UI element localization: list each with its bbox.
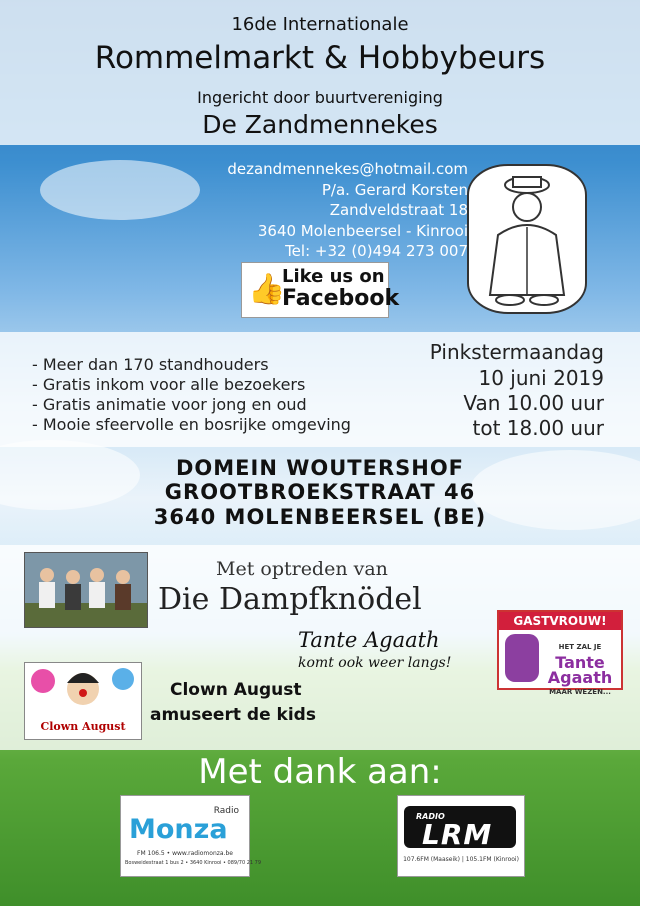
lrm-radio-label: RADIO (416, 812, 445, 821)
band-photo (24, 552, 148, 628)
contact-person: P/a. Gerard Korsten (321, 181, 468, 199)
schedule-from: Van 10.00 uur (463, 391, 604, 415)
band-name: Die Dampfknödel (158, 582, 422, 617)
edition-label: 16de Internationale (231, 14, 409, 35)
clown-subline: amuseert de kids (150, 705, 316, 725)
contact-phone[interactable]: Tel: +32 (0)494 273 007 (285, 242, 468, 260)
schedule-to: tot 18.00 uur (472, 416, 604, 440)
monza-frequency: FM 106.5 • www.radiomonza.be (137, 850, 233, 857)
host-badge-heading: GASTVROUW! (499, 612, 621, 630)
event-title: Rommelmarkt & Hobbybeurs (94, 40, 546, 76)
facebook-line1: Like us on (282, 266, 385, 287)
lrm-frequency: 107.6FM (Maaseik) | 105.1FM (Kinrooi) (403, 856, 519, 863)
schedule-day: Pinkstermaandag (429, 340, 604, 364)
facebook-like-button[interactable] (241, 262, 400, 318)
monza-address: Bosweidestraat 1 bus 2 • 3640 Kinrooi • 089/70 21 79 (125, 860, 262, 866)
radio-monza-logo[interactable] (120, 795, 262, 877)
clown-caption: Clown August (40, 720, 126, 733)
sponsors-heading: Met dank aan: (198, 752, 442, 792)
organizer-name: De Zandmennekes (202, 110, 438, 139)
host-badge-text (541, 640, 619, 700)
lrm-logo-mark (404, 806, 516, 851)
tante-agaath-note: komt ook weer langs! (298, 655, 452, 671)
host-badge (497, 610, 623, 696)
feature-item: - Mooie sfeervolle en bosrijke omgeving (32, 415, 351, 434)
contact-street: Zandveldstraat 18 (329, 201, 468, 219)
lrm-name: LRM (422, 818, 493, 851)
radio-lrm-logo[interactable] (397, 795, 525, 877)
performance-intro: Met optreden van (216, 558, 388, 580)
monza-name: Monza (129, 814, 228, 845)
contact-city: 3640 Molenbeersel - Kinrooi (257, 222, 468, 240)
clown-august-card (24, 662, 142, 740)
host-portrait (505, 634, 539, 682)
tante-agaath-name: Tante Agaath (298, 628, 440, 652)
feature-item: - Gratis inkom voor alle bezoekers (32, 375, 306, 394)
contact-email[interactable]: dezandmennekes@hotmail.com (227, 160, 468, 178)
schedule-date: 10 juni 2019 (478, 366, 604, 390)
feature-item: - Meer dan 170 standhouders (32, 355, 269, 374)
organized-by-label: Ingericht door buurtvereniging (197, 88, 443, 107)
host-badge-tag: MAAR WEZEN... (549, 688, 611, 696)
zandmenneke-mascot-logo (468, 165, 586, 313)
host-badge-name: Tante Agaath (547, 653, 613, 687)
monza-radio-label: Radio (213, 806, 239, 816)
venue-name: DOMEIN WOUTERSHOF (175, 456, 465, 480)
venue-city: 3640 MOLENBEERSEL (BE) (153, 505, 487, 529)
venue-street: GROOTBROEKSTRAAT 46 (164, 480, 476, 504)
thumbs-up-icon: 👍 (248, 272, 286, 307)
feature-item: - Gratis animatie voor jong en oud (32, 395, 307, 414)
clown-headline: Clown August (170, 680, 302, 700)
clown-balloons-illustration (25, 663, 141, 723)
host-badge-small: HET ZAL JE (558, 643, 602, 651)
facebook-line2: Facebook (282, 286, 400, 311)
